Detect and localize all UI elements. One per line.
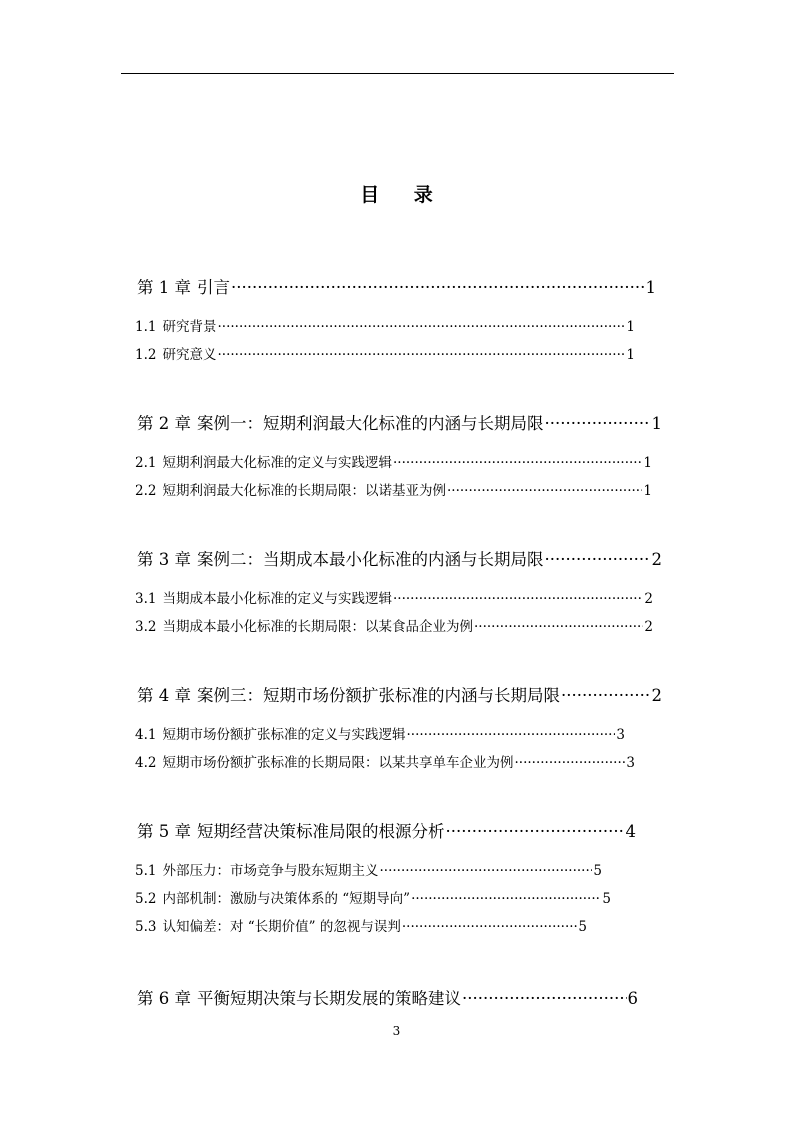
toc-title: 目 录 — [360, 184, 447, 206]
toc-leader-dots — [393, 455, 642, 471]
toc-page-number: 3 — [626, 755, 635, 771]
toc-section-number: 2.2 — [135, 483, 157, 499]
toc-page-number: 1 — [626, 319, 635, 335]
toc-chapter-number: 第 1 章 — [137, 278, 191, 297]
toc-chapter-title: 案例二：当期成本最小化标准的内涵与长期局限 — [197, 550, 544, 569]
toc-chapter-number: 第 2 章 — [137, 414, 191, 433]
toc-section-2-1[interactable] — [135, 451, 652, 471]
toc-page-number: 5 — [593, 863, 602, 879]
toc-section-title: 外部压力：市场竞争与股东短期主义 — [162, 863, 379, 879]
toc-section-number: 5.2 — [135, 891, 157, 907]
toc-chapter-number: 第 3 章 — [137, 550, 191, 569]
toc-chapter-2[interactable] — [137, 410, 662, 434]
toc-section-2-2[interactable] — [135, 479, 652, 499]
toc-page-number: 1 — [643, 483, 652, 499]
toc-leader-dots — [411, 891, 601, 907]
toc-section-title: 短期利润最大化标准的长期局限：以诺基亚为例 — [162, 483, 446, 499]
toc-section-3-2[interactable] — [135, 615, 653, 635]
toc-leader-dots — [402, 919, 578, 935]
toc-section-title: 内部机制：激励与决策体系的 “短期导向” — [162, 891, 411, 907]
toc-leader-dots — [545, 414, 651, 433]
toc-leader-dots — [393, 591, 643, 607]
toc-section-5-2[interactable] — [135, 887, 611, 907]
toc-chapter-1[interactable] — [137, 274, 656, 298]
toc-page-number: 3 — [616, 727, 625, 743]
toc-page-number: 1 — [626, 347, 635, 363]
toc-page-number: 5 — [578, 919, 587, 935]
toc-chapter-3[interactable] — [137, 546, 662, 570]
toc-leader-dots — [462, 989, 627, 1008]
toc-leader-dots — [446, 822, 625, 841]
toc-section-number: 3.1 — [135, 591, 157, 607]
toc-chapter-title: 案例一：短期利润最大化标准的内涵与长期局限 — [197, 414, 544, 433]
toc-leader-dots — [447, 483, 642, 499]
toc-leader-dots — [231, 278, 645, 297]
toc-page-number: 6 — [627, 989, 638, 1008]
toc-section-number: 4.1 — [135, 727, 157, 743]
toc-page-number: 2 — [651, 686, 662, 705]
toc-section-number: 2.1 — [135, 455, 157, 471]
toc-section-4-1[interactable] — [135, 723, 625, 743]
toc-section-1-2[interactable] — [135, 343, 635, 363]
toc-chapter-number: 第 4 章 — [137, 686, 191, 705]
toc-section-4-2[interactable] — [135, 751, 635, 771]
toc-chapter-4[interactable] — [137, 682, 662, 706]
toc-page-number: 2 — [651, 550, 662, 569]
toc-section-number: 4.2 — [135, 755, 157, 771]
toc-leader-dots — [561, 686, 651, 705]
toc-section-number: 5.3 — [135, 919, 157, 935]
toc-leader-dots — [545, 550, 651, 569]
toc-section-title: 短期市场份额扩张标准的长期局限：以某共享单车企业为例 — [162, 755, 514, 771]
toc-chapter-title: 平衡短期决策与长期发展的策略建议 — [197, 989, 461, 1008]
header-rule — [121, 73, 674, 74]
toc-section-3-1[interactable] — [135, 587, 653, 607]
toc-section-title: 当期成本最小化标准的定义与实践逻辑 — [162, 591, 392, 607]
toc-leader-dots — [379, 863, 592, 879]
toc-section-title: 短期利润最大化标准的定义与实践逻辑 — [162, 455, 392, 471]
toc-section-1-1[interactable] — [135, 315, 635, 335]
toc-section-title: 研究意义 — [162, 347, 217, 363]
toc-chapter-5[interactable] — [137, 818, 636, 842]
toc-section-number: 1.2 — [135, 347, 157, 363]
toc-page-number: 4 — [625, 822, 636, 841]
toc-chapter-title: 案例三：短期市场份额扩张标准的内涵与长期局限 — [197, 686, 560, 705]
page-number: 3 — [392, 1024, 401, 1038]
toc-chapter-6[interactable] — [137, 985, 638, 1009]
toc-section-title: 当期成本最小化标准的长期局限：以某食品企业为例 — [162, 619, 473, 635]
toc-section-title: 短期市场份额扩张标准的定义与实践逻辑 — [162, 727, 406, 743]
toc-chapter-number: 第 5 章 — [137, 822, 191, 841]
toc-leader-dots — [406, 727, 615, 743]
toc-page-number: 1 — [643, 455, 652, 471]
toc-section-title: 认知偏差：对 “长期价值” 的忽视与误判 — [162, 919, 401, 935]
toc-section-5-1[interactable] — [135, 859, 602, 879]
toc-page-number: 2 — [644, 619, 653, 635]
toc-chapter-title: 引言 — [197, 278, 230, 297]
toc-leader-dots — [474, 619, 643, 635]
toc-section-number: 1.1 — [135, 319, 157, 335]
toc-page-number: 1 — [645, 278, 656, 297]
toc-page-number: 5 — [602, 891, 611, 907]
toc-page-number: 1 — [651, 414, 662, 433]
toc-section-number: 3.2 — [135, 619, 157, 635]
toc-leader-dots — [217, 319, 625, 335]
toc-chapter-title: 短期经营决策标准局限的根源分析 — [197, 822, 445, 841]
toc-chapter-number: 第 6 章 — [137, 989, 191, 1008]
toc-leader-dots — [217, 347, 625, 363]
toc-section-title: 研究背景 — [162, 319, 217, 335]
toc-section-number: 5.1 — [135, 863, 157, 879]
toc-section-5-3[interactable] — [135, 915, 587, 935]
toc-page-number: 2 — [644, 591, 653, 607]
toc-leader-dots — [514, 755, 625, 771]
